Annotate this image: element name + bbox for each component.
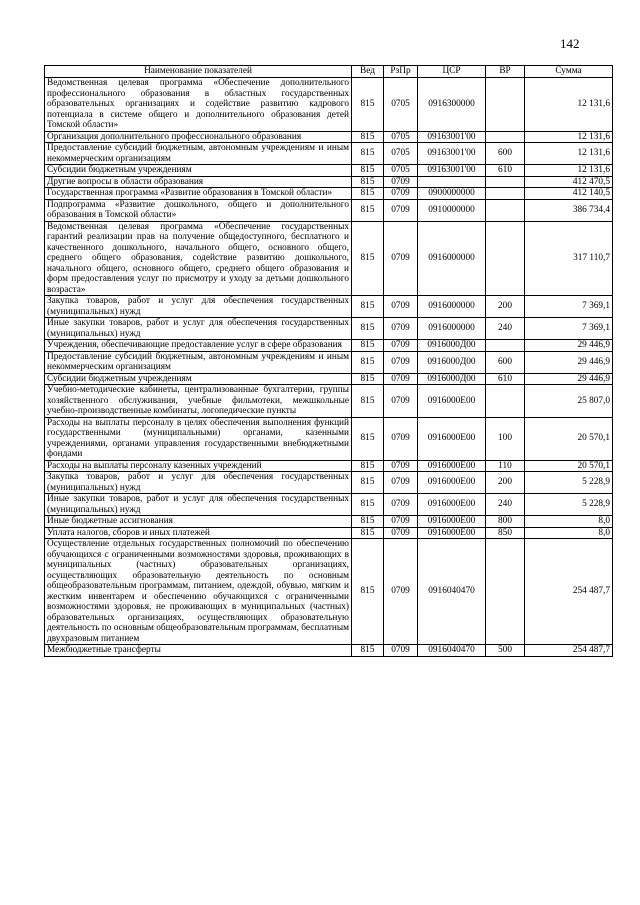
cell-sum: 20 570,1 (525, 417, 613, 460)
table-row (45, 165, 613, 177)
cell-ved: 815 (352, 165, 384, 177)
table-row (45, 188, 613, 200)
cell-ved: 815 (352, 417, 384, 460)
cell-name: Учебно-методические кабинеты, централизованные бухгалтерии, группы хозяйственного обслуживания, учебные фильмотеки, межшкольные учебно-производственные комбинаты, логопедические пункты (45, 385, 352, 418)
cell-vr: 800 (486, 516, 525, 528)
cell-sum: 12 131,6 (525, 131, 613, 143)
cell-rzpr: 0709 (384, 539, 418, 645)
cell-vr: 610 (486, 373, 525, 385)
cell-sum: 5 228,9 (525, 472, 613, 494)
cell-vr: 110 (486, 460, 525, 472)
cell-vr: 850 (486, 527, 525, 539)
cell-vr: 240 (486, 494, 525, 516)
cell-vr (486, 131, 525, 143)
cell-ved: 815 (352, 385, 384, 418)
cell-sum: 12 131,6 (525, 78, 613, 132)
cell-ved: 815 (352, 296, 384, 318)
cell-sum: 29 446,9 (525, 340, 613, 352)
cell-vr (486, 340, 525, 352)
cell-csr: 09163001'00 (418, 143, 486, 165)
cell-rzpr: 0709 (384, 188, 418, 200)
cell-csr: 0916300000 (418, 78, 486, 132)
cell-name: Закупка товаров, работ и услуг для обеспечения государственных (муниципальных) нужд (45, 296, 352, 318)
header-csr: ЦСР (418, 66, 486, 78)
cell-vr: 200 (486, 472, 525, 494)
cell-rzpr: 0709 (384, 221, 418, 296)
cell-name: Уплата налогов, сборов и иных платежей (45, 527, 352, 539)
cell-vr (486, 176, 525, 188)
cell-rzpr: 0709 (384, 527, 418, 539)
table-row (45, 131, 613, 143)
cell-name: Расходы на выплаты персоналу в целях обеспечения выполнения функций государственными (муниципальными) органами, казенными учреждениями, органами управления государственными внебюджетными фондами (45, 417, 352, 460)
cell-vr: 200 (486, 296, 525, 318)
cell-rzpr: 0709 (384, 472, 418, 494)
table-row (45, 78, 613, 132)
cell-sum: 29 446,9 (525, 351, 613, 373)
cell-ved: 815 (352, 188, 384, 200)
cell-csr: 0916000Е00 (418, 527, 486, 539)
header-vr: ВР (486, 66, 525, 78)
cell-csr: 0916040470 (418, 645, 486, 657)
cell-csr (418, 176, 486, 188)
cell-csr: 09163001'00 (418, 165, 486, 177)
cell-name: Предоставление субсидий бюджетным, автономным учреждениям и иным некоммерческим организациям (45, 143, 352, 165)
cell-csr: 0916000000 (418, 318, 486, 340)
cell-rzpr: 0709 (384, 516, 418, 528)
cell-csr: 09163001'00 (418, 131, 486, 143)
cell-ved: 815 (352, 494, 384, 516)
cell-name: Учреждения, обеспечивающие предоставление услуг в сфере образования (45, 340, 352, 352)
cell-name: Осуществление отдельных государственных полномочий по обеспечению обучающихся с ограниченными возможностями здоровья, проживающих в муниципальных (частных) образовательных организациях, осуществляющих образовательную деятельность по основным общеобразовательным программам, питанием, одеждой, обувью, мягким и жестким инвентарем и обеспечению обучающихся с ограниченными возможностями здоровья, не проживающих в муниципальных (частных) образовательных организациях, осуществляющих образовательную деятельность по основным общеобразовательным программам, бесплатным двухразовым питанием (45, 539, 352, 645)
cell-sum: 412 140,5 (525, 188, 613, 200)
table-row (45, 516, 613, 528)
table-row (45, 645, 613, 657)
cell-csr: 0916000Е00 (418, 516, 486, 528)
cell-vr: 610 (486, 165, 525, 177)
cell-csr: 0916000Д00 (418, 340, 486, 352)
cell-sum: 25 807,0 (525, 385, 613, 418)
cell-csr: 0916000000 (418, 221, 486, 296)
cell-csr: 0916000Д00 (418, 373, 486, 385)
cell-csr: 0916000Д00 (418, 351, 486, 373)
cell-ved: 815 (352, 472, 384, 494)
cell-ved: 815 (352, 131, 384, 143)
cell-name: Субсидии бюджетным учреждениям (45, 165, 352, 177)
cell-name: Ведомственная целевая программа «Обеспечение государственных гарантий реализации прав на получение общедоступного, бесплатного и качественного дошкольного, начального общего, основного общего, среднего общего образования, содействие развитию дошкольного, начального общего, основного общего, среднего общего образования и форм предоставления услуг по присмотру и уходу за детьми дошкольного возраста» (45, 221, 352, 296)
cell-rzpr: 0709 (384, 176, 418, 188)
cell-sum: 254 487,7 (525, 539, 613, 645)
budget-table (44, 65, 613, 657)
cell-sum: 12 131,6 (525, 143, 613, 165)
cell-rzpr: 0709 (384, 373, 418, 385)
cell-csr: 0916000Е00 (418, 460, 486, 472)
cell-ved: 815 (352, 373, 384, 385)
table-row (45, 176, 613, 188)
table-body (45, 78, 613, 657)
cell-vr (486, 199, 525, 221)
table-row (45, 527, 613, 539)
cell-vr: 600 (486, 143, 525, 165)
cell-vr: 500 (486, 645, 525, 657)
table-row (45, 385, 613, 418)
cell-name: Иные закупки товаров, работ и услуг для обеспечения государственных (муниципальных) нужд (45, 318, 352, 340)
table-row (45, 199, 613, 221)
page-number: 142 (560, 36, 580, 51)
cell-vr: 240 (486, 318, 525, 340)
cell-sum: 20 570,1 (525, 460, 613, 472)
cell-rzpr: 0709 (384, 460, 418, 472)
cell-sum: 412 470,5 (525, 176, 613, 188)
cell-ved: 815 (352, 516, 384, 528)
cell-vr (486, 78, 525, 132)
cell-csr: 0900000000 (418, 188, 486, 200)
cell-sum: 8,0 (525, 527, 613, 539)
cell-vr (486, 221, 525, 296)
cell-ved: 815 (352, 199, 384, 221)
cell-vr: 100 (486, 417, 525, 460)
cell-name: Организация дополнительного профессионального образования (45, 131, 352, 143)
cell-rzpr: 0709 (384, 417, 418, 460)
cell-ved: 815 (352, 176, 384, 188)
cell-rzpr: 0709 (384, 351, 418, 373)
cell-name: Иные бюджетные ассигнования (45, 516, 352, 528)
cell-sum: 7 369,1 (525, 318, 613, 340)
cell-rzpr: 0705 (384, 143, 418, 165)
cell-vr (486, 539, 525, 645)
cell-ved: 815 (352, 221, 384, 296)
cell-sum: 317 110,7 (525, 221, 613, 296)
cell-name: Подпрограмма «Развитие дошкольного, общего и дополнительного образования в Томской области» (45, 199, 352, 221)
cell-sum: 254 487,7 (525, 645, 613, 657)
cell-sum: 8,0 (525, 516, 613, 528)
cell-rzpr: 0709 (384, 318, 418, 340)
table-row (45, 296, 613, 318)
table-row (45, 460, 613, 472)
cell-rzpr: 0705 (384, 131, 418, 143)
cell-rzpr: 0705 (384, 165, 418, 177)
cell-rzpr: 0709 (384, 645, 418, 657)
cell-rzpr: 0709 (384, 340, 418, 352)
cell-sum: 386 734,4 (525, 199, 613, 221)
cell-sum: 7 369,1 (525, 296, 613, 318)
header-rzpr: РзПр (384, 66, 418, 78)
cell-name: Расходы на выплаты персоналу казенных учреждений (45, 460, 352, 472)
cell-name: Ведомственная целевая программа «Обеспечение дополнительного профессионального образования в областных государственных образовательных организациях и содействие развитию кадрового потенциала в системе общего и дополнительного образования детей Томской области» (45, 78, 352, 132)
cell-ved: 815 (352, 340, 384, 352)
cell-name: Закупка товаров, работ и услуг для обеспечения государственных (муниципальных) нужд (45, 472, 352, 494)
cell-ved: 815 (352, 539, 384, 645)
cell-sum: 29 446,9 (525, 373, 613, 385)
cell-name: Межбюджетные трансферты (45, 645, 352, 657)
cell-csr: 0916000Е00 (418, 472, 486, 494)
table-row (45, 221, 613, 296)
table-row (45, 143, 613, 165)
table-row (45, 494, 613, 516)
table-row (45, 472, 613, 494)
table-row (45, 373, 613, 385)
cell-vr: 600 (486, 351, 525, 373)
cell-rzpr: 0709 (384, 296, 418, 318)
cell-rzpr: 0709 (384, 199, 418, 221)
table-row (45, 417, 613, 460)
cell-name: Предоставление субсидий бюджетным, автономным учреждениям и иным некоммерческим организациям (45, 351, 352, 373)
cell-name: Другие вопросы в области образования (45, 176, 352, 188)
cell-ved: 815 (352, 318, 384, 340)
cell-csr: 0916000000 (418, 296, 486, 318)
cell-name: Иные закупки товаров, работ и услуг для обеспечения государственных (муниципальных) нужд (45, 494, 352, 516)
cell-ved: 815 (352, 460, 384, 472)
cell-csr: 0910000000 (418, 199, 486, 221)
cell-ved: 815 (352, 527, 384, 539)
table-row (45, 318, 613, 340)
cell-sum: 12 131,6 (525, 165, 613, 177)
header-ved: Вед (352, 66, 384, 78)
cell-rzpr: 0709 (384, 385, 418, 418)
cell-csr: 0916000Е00 (418, 494, 486, 516)
table-header-row (45, 66, 613, 78)
table-row (45, 340, 613, 352)
cell-sum: 5 228,9 (525, 494, 613, 516)
cell-csr: 0916040470 (418, 539, 486, 645)
header-sum: Сумма (525, 66, 613, 78)
cell-name: Государственная программа «Развитие образования в Томской области» (45, 188, 352, 200)
cell-csr: 0916000Е00 (418, 417, 486, 460)
table-row (45, 539, 613, 645)
cell-rzpr: 0705 (384, 78, 418, 132)
cell-ved: 815 (352, 645, 384, 657)
table-row (45, 351, 613, 373)
cell-name: Субсидии бюджетным учреждениям (45, 373, 352, 385)
cell-ved: 815 (352, 78, 384, 132)
cell-csr: 0916000Е00 (418, 385, 486, 418)
cell-vr (486, 188, 525, 200)
cell-ved: 815 (352, 143, 384, 165)
cell-vr (486, 385, 525, 418)
cell-ved: 815 (352, 351, 384, 373)
cell-rzpr: 0709 (384, 494, 418, 516)
header-name: Наименование показателей (45, 66, 352, 78)
